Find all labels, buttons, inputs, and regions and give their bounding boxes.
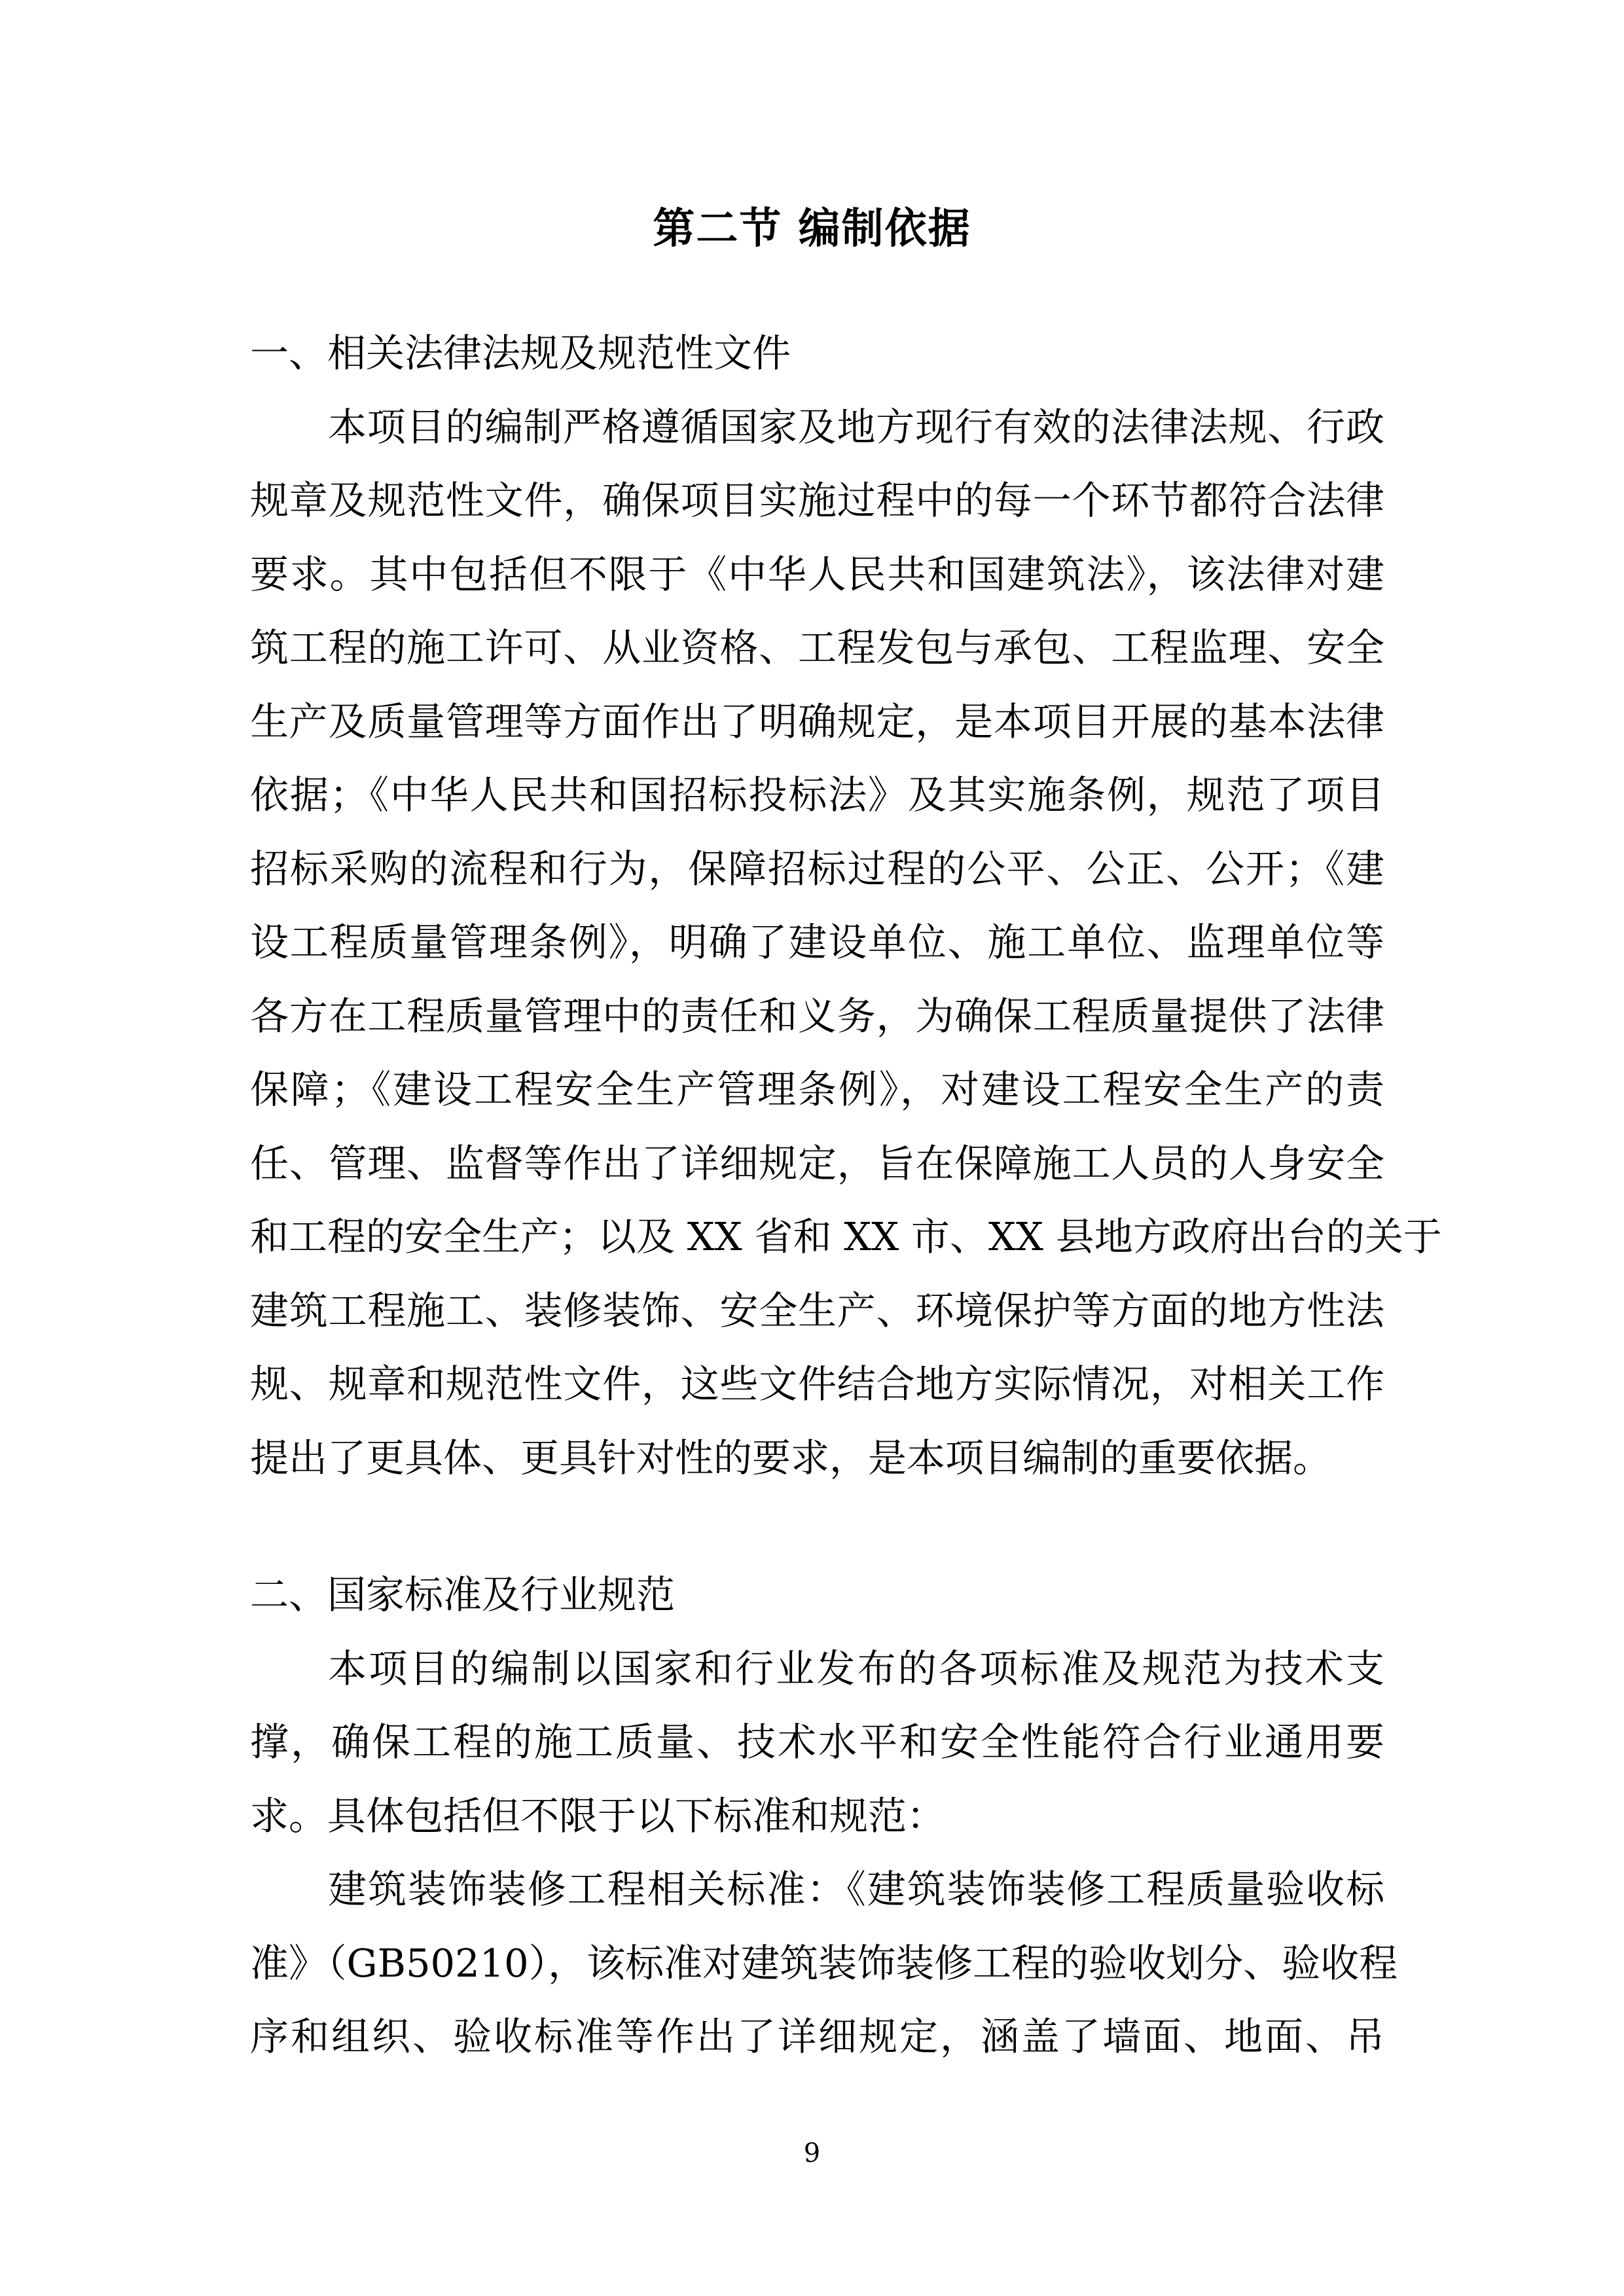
paragraph-line: 建筑工程施工、装修装饰、安全生产、环境保护等方面的地方性法 [250, 1287, 1384, 1333]
paragraph-line: 序和组织、验收标准等作出了详细规定，涵盖了墙面、地面、吊 [250, 2014, 1384, 2059]
paragraph-line: 求。具体包括但不限于以下标准和规范： [250, 1793, 946, 1839]
section-2 [250, 1558, 1398, 2074]
section-2-heading: 二、国家标准及行业规范 [250, 1572, 676, 1617]
paragraph-line: 筑工程的施工许可、从业资格、工程发包与承包、工程监理、安全 [250, 625, 1384, 670]
section-2-paragraph-1 [250, 1632, 1384, 1854]
paragraph-line: 依据；《中华人民共和国招标投标法》及其实施条例，规范了项目 [250, 772, 1384, 817]
paragraph-line: 规章及规范性文件，确保项目实施过程中的每一个环节都符合法律 [250, 478, 1384, 523]
section-1-heading: 一、相关法律法规及规范性文件 [250, 331, 791, 376]
paragraph-line: 本项目的编制以国家和行业发布的各项标准及规范为技术支 [328, 1645, 1384, 1691]
paragraph-line: 生产及质量管理等方面作出了明确规定，是本项目开展的基本法律 [250, 698, 1384, 744]
paragraph-line: 提出了更具体、更具针对性的要求，是本项目编制的重要依据。 [250, 1435, 1332, 1480]
paragraph-line: 任、管理、监督等作出了详细规定，旨在保障施工人员的人身安全 [250, 1140, 1384, 1186]
page-number: 9 [803, 2138, 821, 2168]
paragraph-line: 设工程质量管理条例》，明确了建设单位、施工单位、监理单位等 [250, 920, 1384, 965]
paragraph-line: 要求。其中包括但不限于《中华人民共和国建筑法》，该法律对建 [250, 551, 1384, 597]
paragraph-line: 撑，确保工程的施工质量、技术水平和安全性能符合行业通用要 [250, 1719, 1384, 1765]
paragraph-line: 和工程的安全生产；以及 XX 省和 XX 市、XX 县地方政府出台的关于 [250, 1214, 1442, 1259]
paragraph-line: 招标采购的流程和行为，保障招标过程的公平、公正、公开；《建 [250, 846, 1384, 891]
paragraph-line: 保障；《建设工程安全生产管理条例》，对建设工程安全生产的责 [250, 1067, 1384, 1112]
paragraph-line: 本项目的编制严格遵循国家及地方现行有效的法律法规、行政 [328, 404, 1384, 450]
paragraph-line: 规、规章和规范性文件，这些文件结合地方实际情况，对相关工作 [250, 1361, 1384, 1407]
section-2-paragraph-2 [250, 1853, 1398, 2074]
paragraph-line: 准》（GB50210），该标准对建筑装饰装修工程的验收划分、验收程 [250, 1940, 1398, 1986]
section-title: 第二节 编制依据 [653, 204, 971, 253]
paragraph-line: 建筑装饰装修工程相关标准：《建筑装饰装修工程质量验收标 [328, 1867, 1384, 1912]
paragraph-line: 各方在工程质量管理中的责任和义务，为确保工程质量提供了法律 [250, 993, 1384, 1039]
section-1 [250, 317, 1442, 1495]
section-1-paragraph [250, 391, 1442, 1496]
